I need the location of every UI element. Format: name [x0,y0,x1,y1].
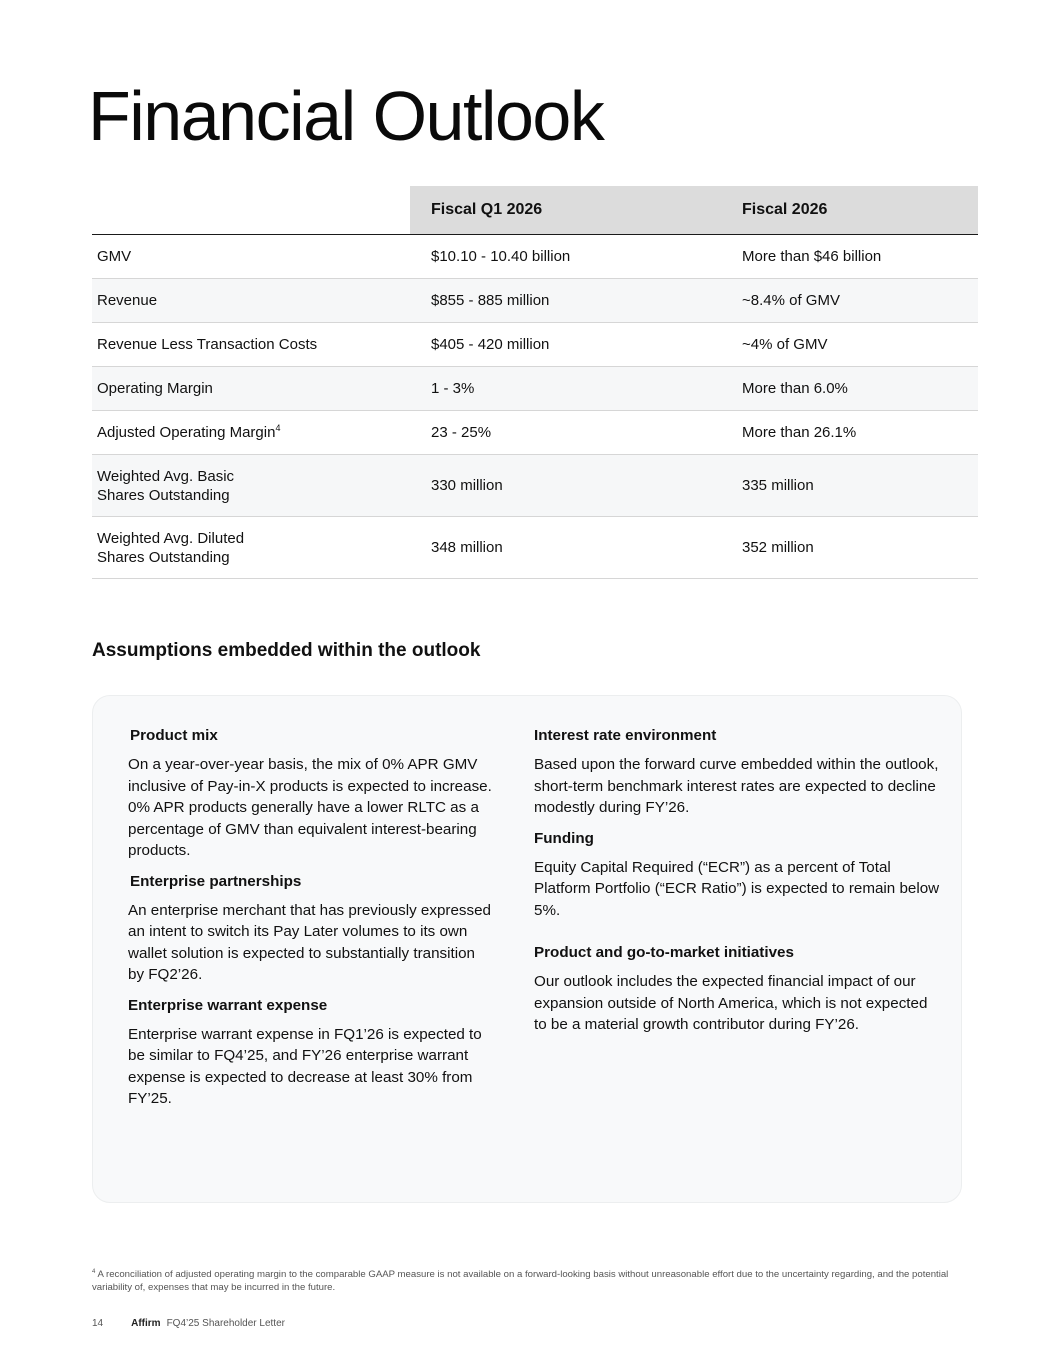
assumption-title: Product mix [130,727,218,744]
row-q1-value: $10.10 - 10.40 billion [410,235,721,279]
row-q1-value: 348 million [410,517,721,579]
row-fy-value: ~8.4% of GMV [721,279,978,323]
page-title: Financial Outlook [88,77,604,155]
table-row [92,411,978,455]
table-row [92,235,978,279]
row-metric-cell [92,455,410,517]
footnote-marker: 4 [92,1268,96,1275]
assumptions-left-column [128,726,494,1120]
row-q1-value: 1 - 3% [410,367,721,411]
table-row [92,323,978,367]
assumption-title: Funding [534,829,594,847]
table-row [92,279,978,323]
document-title: FQ4’25 Shareholder Letter [166,1318,285,1329]
assumptions-right-column [534,726,944,1046]
row-metric: Operating Margin [92,367,410,411]
footnote [92,1269,962,1294]
assumption-title: Enterprise warrant expense [128,996,328,1014]
row-metric-line2: Shares Outstanding [97,486,230,504]
row-metric-line2: Shares Outstanding [97,548,230,566]
row-fy-value: More than $46 billion [721,235,978,279]
row-metric: Revenue Less Transaction Costs [92,323,410,367]
row-metric-line1: Weighted Avg. Basic [97,467,235,485]
table-row [92,367,978,411]
outlook-table [92,186,978,579]
row-fy-value: 335 million [721,455,978,517]
row-fy-value: 352 million [721,517,978,579]
page-number: 14 [92,1318,104,1329]
row-q1-value: $405 - 420 million [410,323,721,367]
assumptions-heading: Assumptions embedded within the outlook [92,640,481,661]
page-footer [92,1318,285,1329]
assumption-body: Based upon the forward curve embedded within the outlook, short-term benchmark interest rates are expected to decline modestly during FY’26. [534,756,939,816]
row-metric: Adjusted Operating Margin [97,424,276,441]
assumption-title: Enterprise partnerships [130,872,302,890]
table-row [92,517,978,579]
row-metric: Revenue [92,279,410,323]
footnote-text: A reconciliation of adjusted operating margin to the comparable GAAP measure is not available on a forward-looking basis without unreasonable effort due to the uncertainty regarding, and the potential variability of, expenses that may be incurred in the future. [92,1269,949,1293]
brand-name: Affirm [131,1318,161,1329]
assumption-title: Product and go-to-market initiatives [534,944,794,961]
assumption-title: Interest rate environment [534,727,717,744]
table-header-blank [92,186,410,235]
table-header-q1: Fiscal Q1 2026 [410,186,721,235]
row-metric-cell [92,411,410,455]
table-row [92,455,978,517]
row-q1-value: 330 million [410,455,721,517]
assumption-body: Equity Capital Required (“ECR”) as a percent of Total Platform Portfolio (“ECR Ratio”) is expected to remain below 5%. [534,858,940,919]
footnote-marker: 4 [275,423,281,433]
table-header-row [92,186,978,235]
assumption-body: An enterprise merchant that has previously expressed an intent to switch its Pay Later volumes to its own wallet solution is expected to substantially transition by FQ2’26. [128,901,492,983]
row-fy-value: ~4% of GMV [721,323,978,367]
assumption-body: Enterprise warrant expense in FQ1’26 is expected to be similar to FQ4’25, and FY’26 enterprise warrant expense is expected to decrease at least 30% from FY’25. [128,1025,482,1107]
assumptions-card [92,695,962,1203]
row-q1-value: 23 - 25% [410,411,721,455]
row-metric: GMV [92,235,410,279]
table-header-fy: Fiscal 2026 [721,186,978,235]
assumption-body: Our outlook includes the expected financial impact of our expansion outside of North America, which is not expected to be a material growth contributor during FY’26. [534,973,928,1033]
row-metric-line1: Weighted Avg. Diluted [97,529,245,547]
row-metric-cell [92,517,410,579]
row-q1-value: $855 - 885 million [410,279,721,323]
row-fy-value: More than 6.0% [721,367,978,411]
assumption-body: On a year-over-year basis, the mix of 0% APR GMV inclusive of Pay-in-X products is expected to increase. 0% APR products generally have a lower RLTC as a percentage of GMV than equivalent interest-bearing products. [128,756,492,859]
row-fy-value: More than 26.1% [721,411,978,455]
